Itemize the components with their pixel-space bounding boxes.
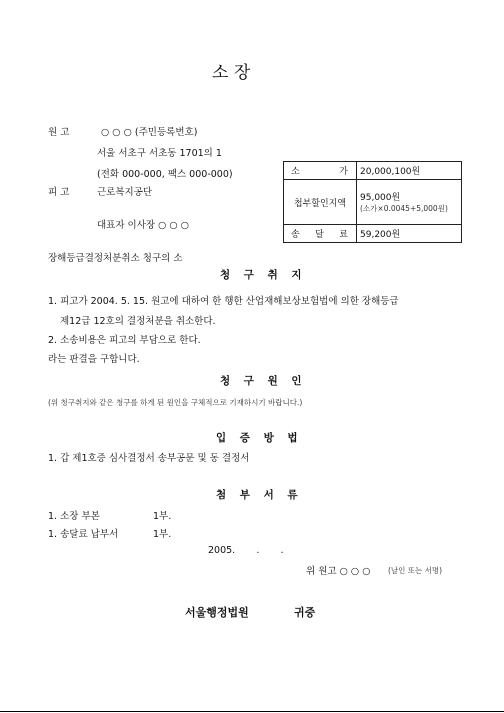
plaintiff-label: 원 고	[48, 127, 70, 138]
fee-row-value	[284, 162, 462, 180]
bottom-rule	[0, 711, 504, 712]
filing-date: 2005. . .	[208, 545, 284, 556]
plaintiff-address: 서울 서초구 서초동 1701의 1	[97, 148, 222, 159]
court-name: 서울행정법원	[185, 606, 249, 619]
signature-note: (날인 또는 서명)	[388, 566, 443, 575]
plaintiff-contact: (전화 000-000, 팩스 000-000)	[97, 169, 233, 180]
court-suffix: 귀중	[294, 606, 316, 619]
claim-purpose-heading: 청 구 취 지	[220, 269, 307, 281]
delivery-label-b: 달	[315, 230, 325, 240]
evidence-item1: 1. 갑 제1호증 심사결정서 송부공문 및 동 결정서	[48, 453, 250, 464]
attachment-item1-count: 1부.	[153, 511, 172, 522]
claim-purpose-closing: 라는 판결을 구합니다.	[48, 354, 140, 365]
attachments-heading: 첨 부 서 류	[216, 489, 303, 501]
attachment-item1-name: 1. 소장 부본	[48, 511, 100, 522]
attachment-item2-name: 1. 송달료 납부서	[48, 529, 119, 540]
plaintiff-name: ○ ○ ○ (주민등록번호)	[101, 127, 198, 138]
stamp-label: 첩부할인지액	[284, 180, 357, 225]
value-label-b: 가	[339, 167, 349, 177]
case-title: 장해등급결정처분취소 청구의 소	[48, 253, 183, 264]
document-title: 소 장	[212, 63, 251, 83]
claim-purpose-item2: 2. 소송비용은 피고의 부담으로 한다.	[48, 335, 201, 346]
defendant-representative: 대표자 이사장 ○ ○ ○	[97, 220, 190, 231]
stamp-formula: (소가×0.0045+5,000원)	[360, 204, 448, 213]
fee-table	[283, 161, 462, 243]
signature-line: 위 원고 ○ ○ ○	[306, 566, 371, 577]
fee-row-stamp	[284, 180, 462, 225]
claim-cause-instruction: (위 청구취지와 같은 청구를 하게 된 원인을 구체적으로 기재하시기 바랍니다.)	[48, 398, 303, 407]
delivery-amount: 59,200원	[357, 225, 462, 243]
attachment-item2-count: 1부.	[153, 529, 172, 540]
defendant-label: 피 고	[48, 187, 70, 198]
defendant-name: 근로복지공단	[97, 187, 153, 198]
claim-cause-heading: 청 구 원 인	[220, 375, 307, 387]
delivery-label-c: 료	[339, 230, 349, 240]
claim-purpose-item1-line2: 제12급 12호의 결정처분을 취소한다.	[60, 316, 216, 327]
delivery-label-a: 송	[291, 230, 301, 240]
claim-purpose-item1-line1: 1. 피고가 2004. 5. 15. 원고에 대하여 한 행한 산업재해보상보험법에 의한 장해등급	[48, 296, 399, 307]
stamp-amount: 95,000원	[360, 193, 401, 203]
value-label-a: 소	[291, 167, 301, 177]
fee-row-delivery	[284, 225, 462, 243]
value-amount: 20,000,100원	[357, 162, 462, 180]
evidence-heading: 입 증 방 법	[216, 432, 303, 444]
